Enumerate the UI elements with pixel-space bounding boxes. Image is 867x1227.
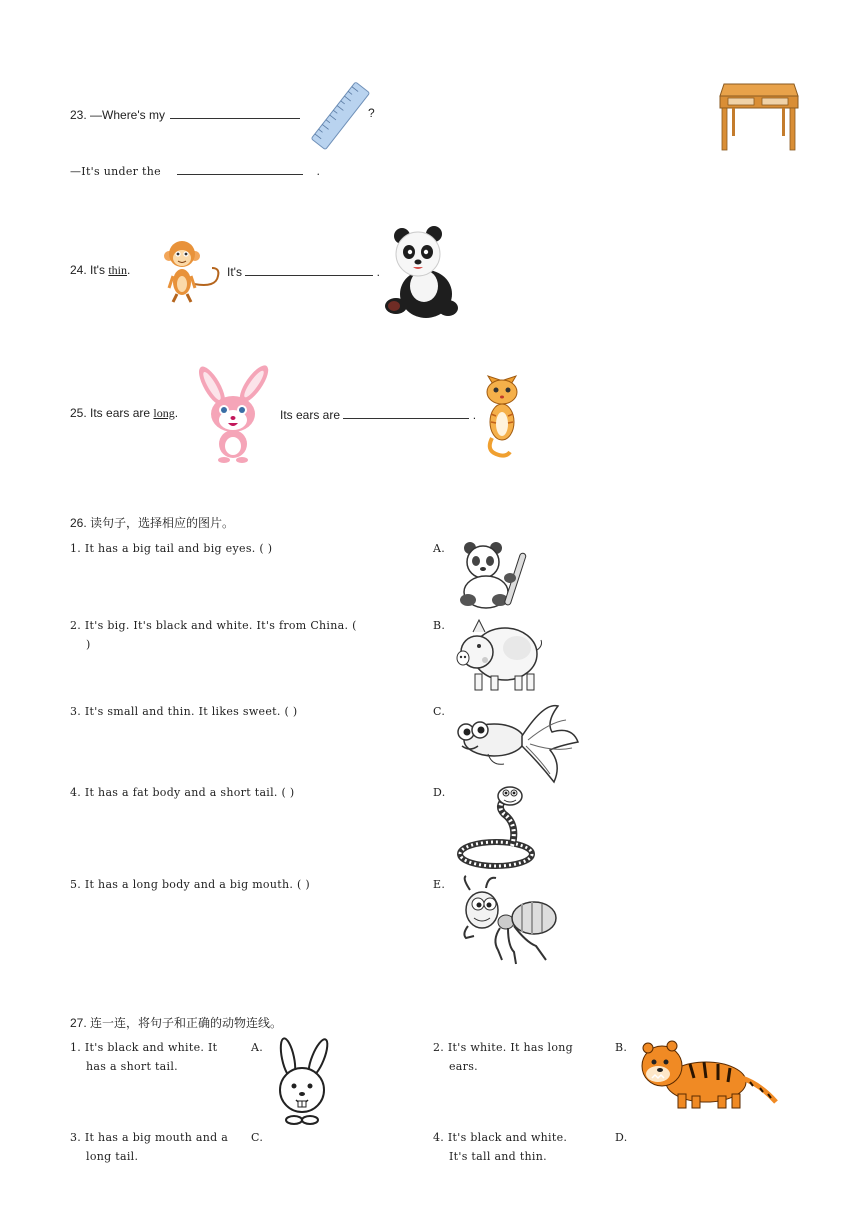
q24-left xyxy=(70,263,130,278)
q24-dot: . xyxy=(127,263,131,277)
ruler-image xyxy=(310,86,370,150)
q26-option-b: B. xyxy=(433,619,446,632)
q26-title: 26. 读句子，选择相应的图片。 xyxy=(70,516,235,530)
q25-right xyxy=(280,406,476,422)
q24-prefix: 24. It's xyxy=(70,263,105,277)
panda-outline-image xyxy=(456,540,530,610)
monkey-image xyxy=(160,238,226,306)
q23-answer-blank-2[interactable] xyxy=(177,162,303,175)
q26-item-4: 4. It has a fat body and a short tail. ( ) xyxy=(70,786,295,799)
cat-image xyxy=(482,370,524,460)
q25-period: . xyxy=(472,408,477,422)
q27-sentence-2-line-1: 2. It's white. It has long xyxy=(433,1041,573,1054)
q27-option-b: B. xyxy=(615,1041,628,1054)
q26-option-d: D. xyxy=(433,786,446,799)
tiger-image xyxy=(634,1038,780,1110)
q25-prefix: 25. Its ears are xyxy=(70,406,151,420)
q27-sentence-4-line-2: It's tall and thin. xyxy=(449,1150,547,1163)
q27-option-a: A. xyxy=(251,1041,264,1054)
q24-period: . xyxy=(376,265,380,279)
q26-option-c: C. xyxy=(433,705,446,718)
q26-item-3: 3. It's small and thin. It likes sweet. ( ) xyxy=(70,705,298,718)
q25-answer-blank[interactable] xyxy=(343,406,469,419)
panda-image xyxy=(384,224,460,320)
ant-outline-image xyxy=(456,876,562,968)
q25-prefix2: Its ears are xyxy=(280,408,341,422)
q24-prefix2: It's xyxy=(227,265,242,279)
pig-outline-image xyxy=(455,618,543,698)
rabbit-image xyxy=(192,364,274,464)
desk-image xyxy=(718,80,800,152)
q26-option-e: E. xyxy=(433,878,446,891)
q27-option-c: C. xyxy=(251,1131,264,1144)
q23-prompt: 23. —Where's my xyxy=(70,108,165,122)
q23-reply: —It's under the xyxy=(70,165,161,178)
q26-item-2-cont: ) xyxy=(86,638,91,651)
q27-title: 27. 连一连，将句子和正确的动物连线。 xyxy=(70,1016,283,1030)
q23-period: . xyxy=(316,165,321,178)
q23-line1 xyxy=(70,106,300,122)
q27-sentence-1-line-1: 1. It's black and white. It xyxy=(70,1041,218,1054)
q25-dot: . xyxy=(174,406,179,420)
q24-answer-blank[interactable] xyxy=(245,263,373,276)
q27-sentence-2-line-2: ears. xyxy=(449,1060,478,1073)
q25-word: long xyxy=(153,406,175,420)
q24-right xyxy=(227,263,380,279)
q23-question-mark: ? xyxy=(368,106,375,120)
q26-option-a: A. xyxy=(433,542,446,555)
rabbit-outline-image xyxy=(268,1036,338,1128)
q26-item-5: 5. It has a long body and a big mouth. ( ) xyxy=(70,878,310,891)
q26-item-1: 1. It has a big tail and big eyes. ( ) xyxy=(70,542,273,555)
q26-item-2: 2. It's big. It's black and white. It's from China. ( xyxy=(70,619,357,632)
q27-option-d: D. xyxy=(615,1131,628,1144)
q23-answer-blank-1[interactable] xyxy=(170,106,300,119)
q27-sentence-3-line-2: long tail. xyxy=(86,1150,139,1163)
q27-sentence-4-line-1: 4. It's black and white. xyxy=(433,1131,568,1144)
q27-sentence-3-line-1: 3. It has a big mouth and a xyxy=(70,1131,229,1144)
q25-left xyxy=(70,406,178,421)
q24-word: thin xyxy=(108,263,127,277)
goldfish-outline-image xyxy=(454,702,582,784)
q23-line2 xyxy=(70,162,320,178)
q27-sentence-1-line-2: has a short tail. xyxy=(86,1060,178,1073)
snake-outline-image xyxy=(456,784,542,870)
